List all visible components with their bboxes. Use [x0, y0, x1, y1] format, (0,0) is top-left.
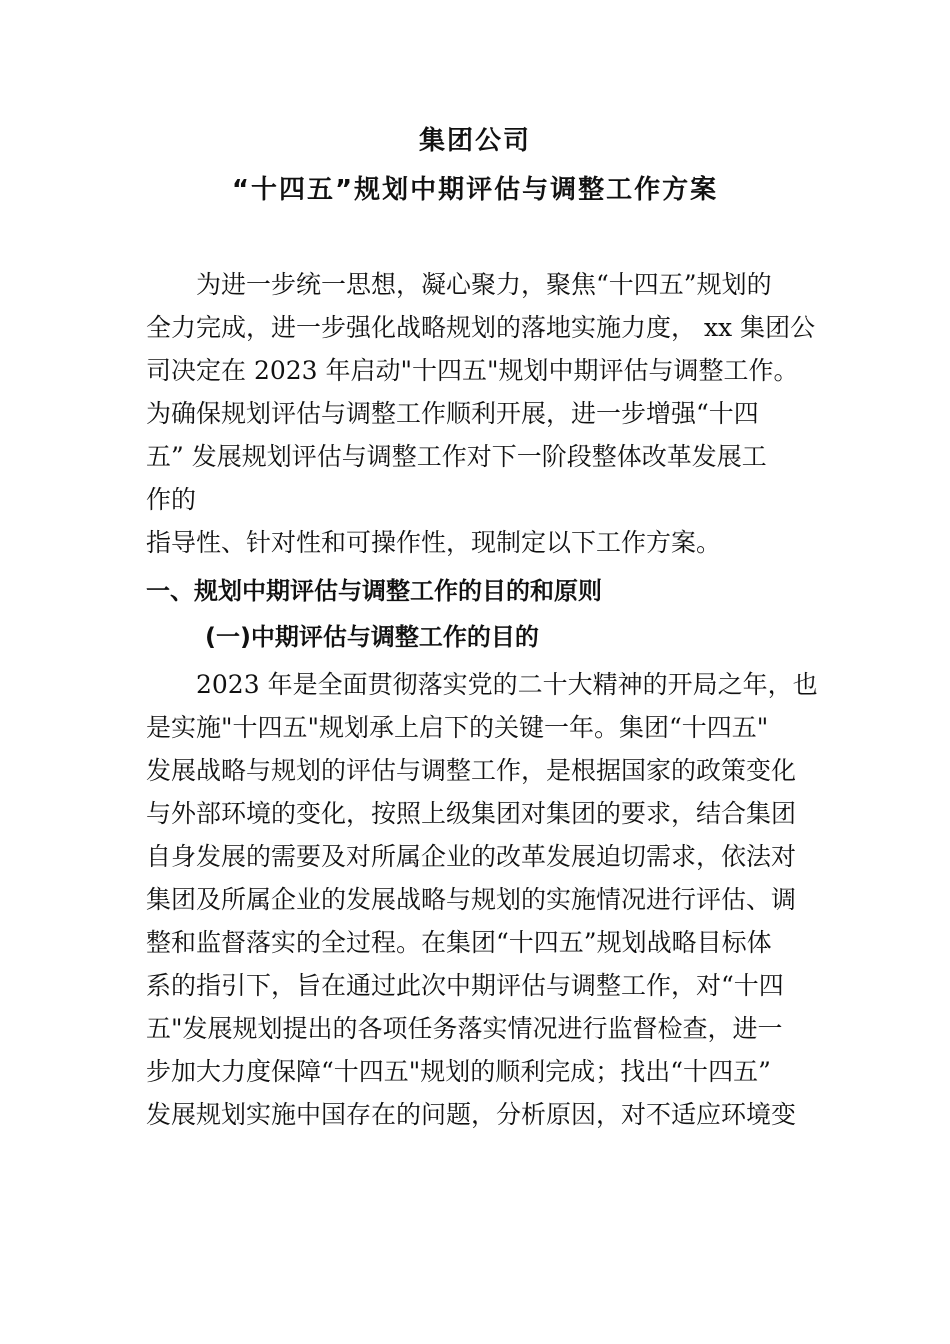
intro-line-7: 指导性、针对性和可操作性，现制定以下工作方案。 [146, 528, 722, 557]
body-line-9: 五"发展规划提出的各项任务落实情况进行监督检查，进一 [146, 1014, 783, 1043]
body-line-4: 与外部环境的变化，按照上级集团对集团的要求，结合集团 [146, 799, 797, 828]
section-heading: 一、规划中期评估与调整工作的目的和原则 [146, 577, 602, 605]
intro-line-1: 为进一步统一思想，凝心聚力，聚焦“十四五”规划的 [146, 270, 772, 299]
body-line-8: 系的指引下，旨在通过此次中期评估与调整工作，对“十四 [146, 971, 784, 1000]
body-line-5: 自身发展的需要及对所属企业的改革发展迫切需求，依法对 [146, 842, 797, 871]
body-line-2: 是实施"十四五"规划承上启下的关键一年。集团“十四五" [146, 713, 769, 742]
body-line-11: 发展规划实施中国存在的问题，分析原因，对不适应环境变 [146, 1100, 797, 1129]
body-line-1: 2023 年是全面贯彻落实党的二十大精神的开局之年，也 [146, 670, 818, 699]
intro-line-6: 作的 [146, 485, 197, 514]
body-line-10: 步加大力度保障“十四五"规划的顺利完成；找出“十四五” [146, 1057, 771, 1086]
intro-line-2: 全力完成，进一步强化战略规划的落地实施力度， xx 集团公 [146, 313, 816, 342]
intro-line-3: 司决定在 2023 年启动"十四五"规划中期评估与调整工作。 [146, 356, 799, 385]
intro-line-5: 五” 发展规划评估与调整工作对下一阶段整体改革发展工 [146, 442, 767, 471]
body-line-3: 发展战略与规划的评估与调整工作，是根据国家的政策变化 [146, 756, 797, 785]
intro-line-4: 为确保规划评估与调整工作顺利开展，进一步增强“十四 [146, 399, 759, 428]
body-line-6: 集团及所属企业的发展战略与规划的实施情况进行评估、调 [146, 885, 797, 914]
subsection-heading: (一)中期评估与调整工作的目的 [205, 623, 539, 651]
body-line-7: 整和监督落实的全过程。在集团“十四五”规划战略目标体 [146, 928, 772, 957]
document-title-company: 集团公司 [418, 126, 531, 156]
document-title-plan: “十四五”规划中期评估与调整工作方案 [231, 175, 719, 205]
